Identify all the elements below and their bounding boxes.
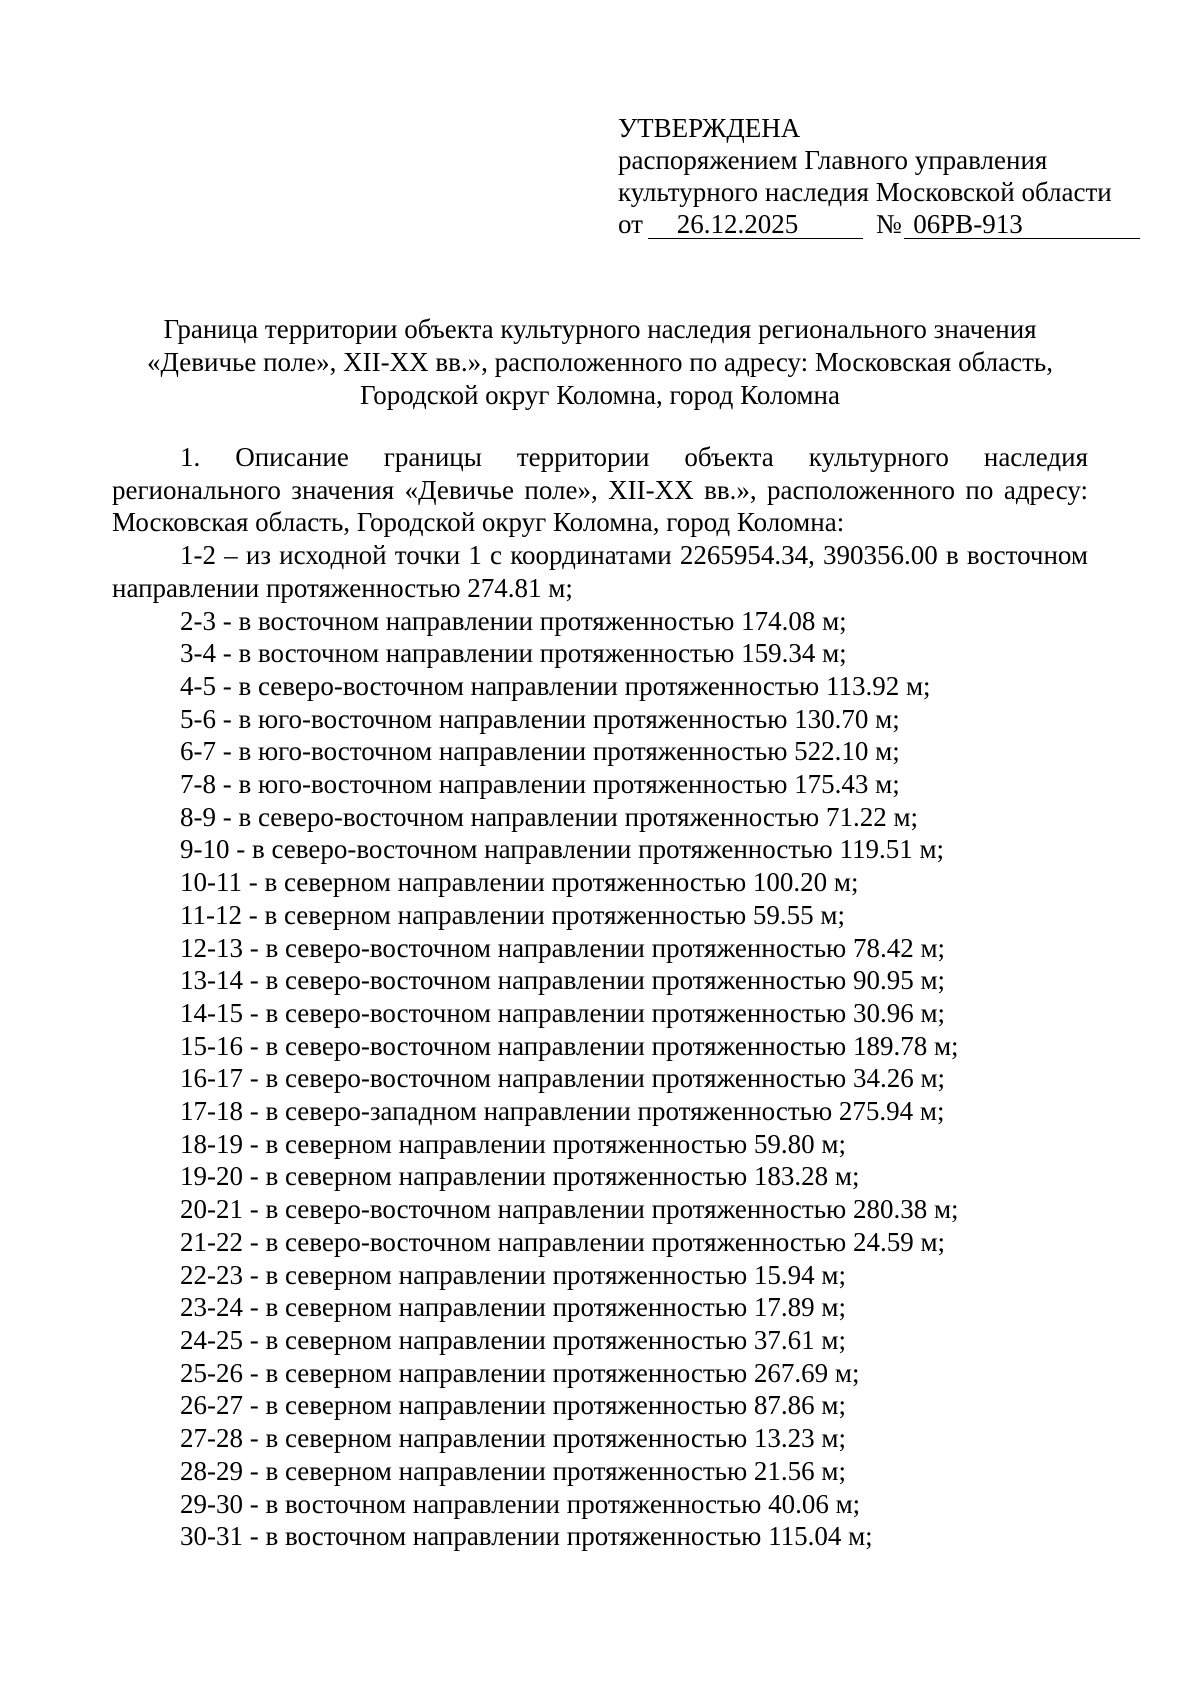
approval-date-number-row xyxy=(618,208,1148,242)
approval-issuer-line: распоряжением Главного управления xyxy=(618,145,1048,175)
segment-item: 13-14 - в северо-восточном направлении протяженностью 90.95 м; xyxy=(180,965,946,996)
segment-item: 24-25 - в северном направлении протяженностью 37.61 м; xyxy=(180,1324,846,1355)
segment-item: 4-5 - в северо-восточном направлении протяженностью 113.92 м; xyxy=(180,670,931,701)
segment-item: 20-21 - в северо-восточном направлении протяженностью 280.38 м; xyxy=(180,1194,959,1225)
segment-item: 9-10 - в северо-восточном направлении протяженностью 119.51 м; xyxy=(180,834,945,865)
segment-item: 19-20 - в северном направлении протяженностью 183.28 м; xyxy=(180,1161,860,1192)
first-segment-paragraph: 1-2 – из исходной точки 1 с координатами 2265954.34, 390356.00 в восточном направлении протяженностью 274.81 м; xyxy=(112,540,1088,603)
order-date-field xyxy=(648,208,863,239)
segment-item: 23-24 - в северном направлении протяженностью 17.89 м; xyxy=(180,1292,846,1323)
segment-item: 22-23 - в северном направлении протяженностью 15.94 м; xyxy=(180,1259,846,1290)
segment-item: 8-9 - в северо-восточном направлении протяженностью 71.22 м; xyxy=(180,801,919,832)
segment-item: 3-4 - в восточном направлении протяженностью 159.34 м; xyxy=(180,638,847,669)
segment-list xyxy=(112,605,1088,1553)
segment-item: 21-22 - в северо-восточном направлении протяженностью 24.59 м; xyxy=(180,1226,946,1257)
approval-issuer-line: культурного наследия Московской области xyxy=(618,177,1112,207)
segment-item: 5-6 - в юго-восточном направлении протяженностью 130.70 м; xyxy=(180,703,900,734)
segment-item: 14-15 - в северо-восточном направлении протяженностью 30.96 м; xyxy=(180,997,946,1028)
boundary-description xyxy=(112,441,1088,1553)
segment-item: 29-30 - в восточном направлении протяженностью 40.06 м; xyxy=(180,1488,861,1519)
segment-item: 27-28 - в северном направлении протяженностью 13.23 м; xyxy=(180,1423,846,1454)
from-label: от xyxy=(618,209,643,239)
title-line: «Девичье поле», XII-XX вв.», расположенного по адресу: Московская область, xyxy=(147,347,1053,377)
segment-item: 17-18 - в северо-западном направлении протяженностью 275.94 м; xyxy=(180,1096,945,1127)
segment-item: 11-12 - в северном направлении протяженностью 59.55 м; xyxy=(180,899,845,930)
segment-item: 15-16 - в северо-восточном направлении протяженностью 189.78 м; xyxy=(180,1030,959,1061)
segment-item: 30-31 - в восточном направлении протяженностью 115.04 м; xyxy=(180,1521,873,1552)
number-sign: № xyxy=(876,209,902,239)
segment-item: 25-26 - в северном направлении протяженностью 267.69 м; xyxy=(180,1357,860,1388)
approval-heading: УТВЕРЖДЕНА xyxy=(618,113,801,143)
segment-item: 6-7 - в юго-восточном направлении протяженностью 522.10 м; xyxy=(180,736,900,767)
segment-item: 16-17 - в северо-восточном направлении протяженностью 34.26 м; xyxy=(180,1063,946,1094)
order-date: 26.12.2025 xyxy=(676,209,799,239)
segment-item: 26-27 - в северном направлении протяженностью 87.86 м; xyxy=(180,1390,846,1421)
segment-item: 7-8 - в юго-восточном направлении протяженностью 175.43 м; xyxy=(180,769,900,800)
segment-item: 12-13 - в северо-восточном направлении протяженностью 78.42 м; xyxy=(180,932,946,963)
approval-block xyxy=(618,112,1148,242)
segment-item: 28-29 - в северном направлении протяженностью 21.56 м; xyxy=(180,1455,846,1486)
segment-item: 18-19 - в северном направлении протяженностью 59.80 м; xyxy=(180,1128,846,1159)
segment-item: 2-3 - в восточном направлении протяженностью 174.08 м; xyxy=(180,605,847,636)
order-number: 06РВ-913 xyxy=(913,209,1023,239)
title-line: Городской округ Коломна, город Коломна xyxy=(360,380,840,410)
title-line: Граница территории объекта культурного наследия регионального значения xyxy=(163,314,1037,344)
section-intro-paragraph: 1. Описание границы территории объекта культурного наследия регионального значения «Девичье поле», XII-XX вв.», расположенного по адресу: Московская область, Городской округ Коломна, город Коломна: xyxy=(112,442,1088,538)
order-number-field xyxy=(904,208,1140,239)
segment-item: 10-11 - в северном направлении протяженностью 100.20 м; xyxy=(180,867,859,898)
document-title xyxy=(112,313,1088,412)
